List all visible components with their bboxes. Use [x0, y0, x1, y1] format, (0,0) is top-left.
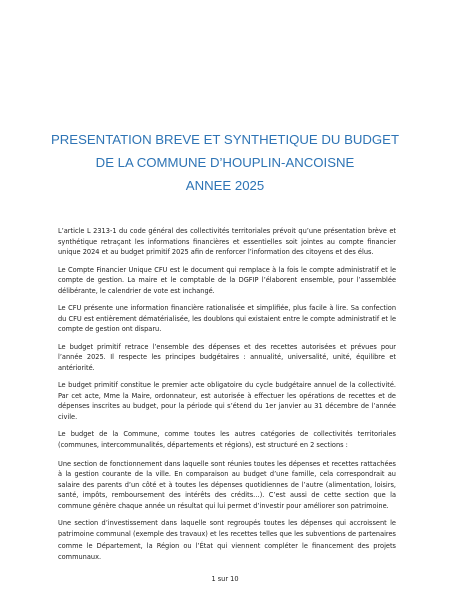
paragraph-section-fonctionnement: Une section de fonctionnement dans laquelle sont réunies toutes les dépenses et recettes rattachées à la gestion courante de la ville. En comparaison au budget d’une famille, cela correspondrait au salaire des parents d’un côté et à toutes les dépenses quotidiennes de l’autre (alimentation, loisirs, santé, impôts, remboursement des intérêts des crédits…). C’est aussi de cette section que la commune génère chaque année un résultat qui lui permet d’investir pour améliorer son patrimoine.	[58, 459, 396, 510]
paragraph-cfu-presentation: Le CFU présente une information financière rationalisée et simplifiée, plus facile à lire. Sa confection du CFU est entièrement dématérialisée, les doublons qui existaient entre le compte administratif et le compte de gestion ont disparu.	[58, 304, 396, 333]
document-title	[0, 128, 450, 197]
title-line-2: DE LA COMMUNE D’HOUPLIN-ANCOISNE	[95, 155, 355, 170]
paragraph-section-investissement: Une section d’investissement dans laquelle sont regroupés toutes les dépenses qui accroissent le patrimoine communal (exemple des travaux) et les recettes telles que les subventions de partenaires comme le Département, la Région ou l’État qui viennent compléter le financement des projets communaux.	[58, 519, 396, 561]
paragraph-budget-structure: Le budget de la Commune, comme toutes les autres catégories de collectivités territoriales (communes, intercommunalités, départements et régions), est structuré en 2 sections :	[58, 430, 396, 450]
page-number: 1 sur 10	[211, 575, 239, 583]
paragraph-budget-acte: Le budget primitif constitue le premier acte obligatoire du cycle budgétaire annuel de la collectivité. Par cet acte, Mme la Maire, ordonnateur, est autorisée à effectuer les opérations de recettes et de dépenses inscrites au budget, pour la période qui s’étend du 1er janvier au 31 décembre de l’année civile.	[58, 381, 396, 421]
paragraph-cfu-definition: Le Compte Financier Unique CFU est le document qui remplace à la fois le compte administratif et le compte de gestion. La maire et le comptable de la DGFIP l’élaborent ensemble, pour l’assemblée délibérante, le calendrier de vote est inchangé.	[58, 265, 396, 295]
paragraph-budget-primitif: Le budget primitif retrace l’ensemble des dépenses et des recettes autorisées et prévues pour l’année 2025. Il respecte les principes budgétaires : annualité, universalité, unité, équilibre et antériorité.	[58, 342, 396, 372]
paragraph-legal-article: L’article L 2313-1 du code général des collectivités territoriales prévoit qu’une présentation brève et synthétique retraçant les informations financières et essentielles soit jointes au compte financier unique 2024 et au budget primitif 2025 afin de renforcer l’information des citoyens et des élus.	[58, 227, 396, 256]
document-body	[58, 226, 396, 570]
title-line-1: PRESENTATION BREVE ET SYNTHETIQUE DU BUDGET	[50, 132, 400, 147]
title-line-3: ANNEE 2025	[185, 178, 265, 193]
